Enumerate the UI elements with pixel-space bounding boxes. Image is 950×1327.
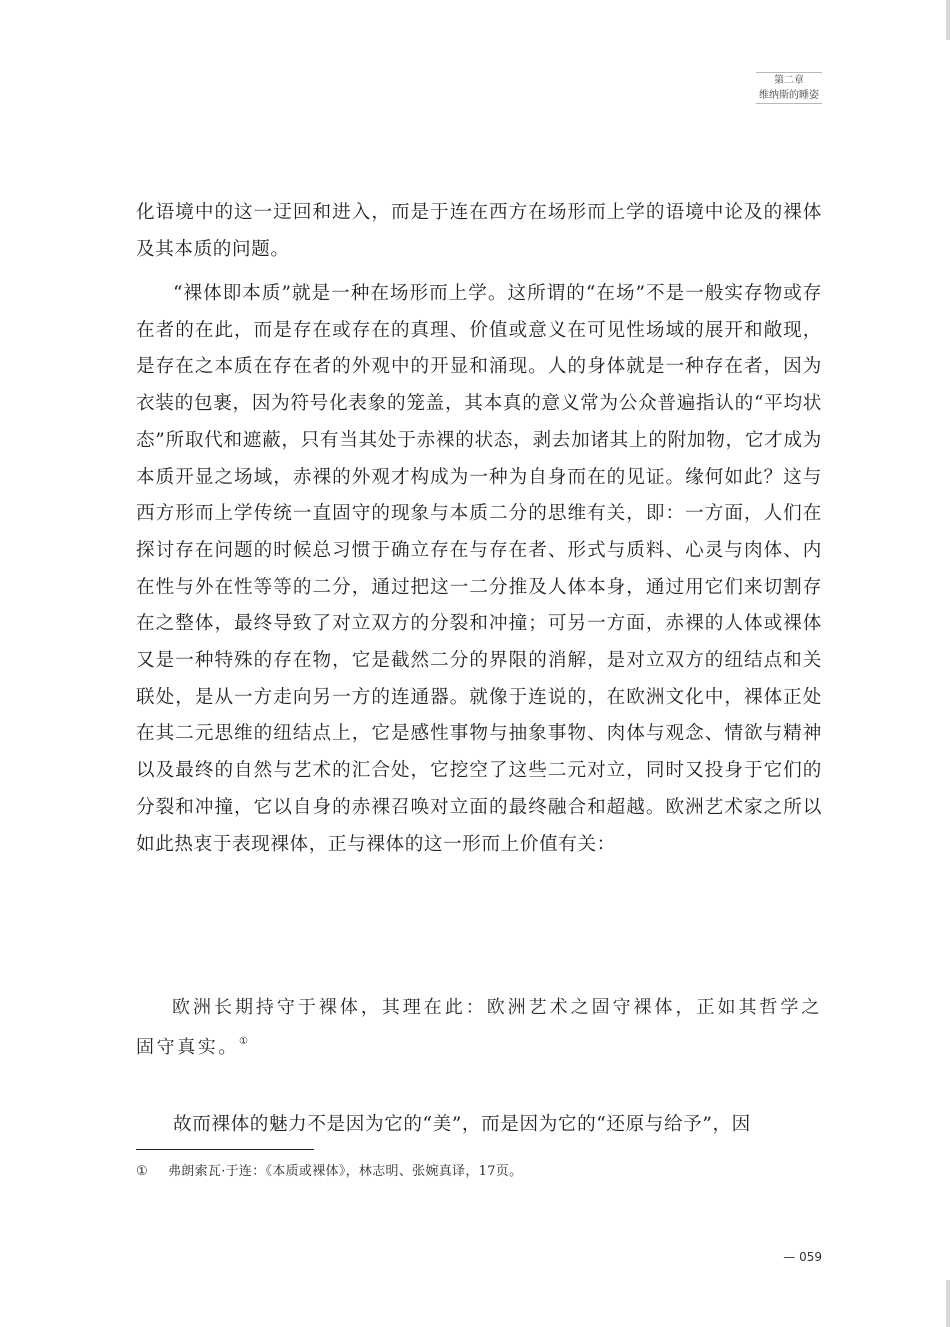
block-quote-text: 欧洲长期持守于裸体，其理在此：欧洲艺术之固守裸体，正如其哲学之固守真实。 (136, 997, 822, 1058)
header-bottom-rule (756, 103, 822, 104)
footnote-rule (136, 1149, 314, 1150)
page-edge-mark-top (946, 0, 950, 40)
footnote-mark: ① (136, 1164, 148, 1179)
chapter-label: 第二章 (774, 75, 804, 86)
footnote (136, 1159, 822, 1185)
page-number: — 059 (783, 1250, 822, 1264)
section-title: 维纳斯的睡姿 (759, 90, 819, 101)
footnote-text: 弗朗索瓦·于连：《本质或裸体》，林志明、张婉真译，17页。 (168, 1164, 523, 1179)
running-header (756, 72, 822, 104)
paragraph-next: 故而裸体的魅力不是因为它的“美”，而是因为它的“还原与给予”，因 (173, 1114, 751, 1135)
page-edge-mark-bottom (946, 1280, 950, 1327)
paragraph-continuation: 化语境中的这一迂回和进入，而是于连在西方在场形而上学的语境中论及的裸体及其本质的问题。 (136, 202, 822, 260)
block-quote (136, 988, 822, 1068)
paragraph-main: “裸体即本质”就是一种在场形而上学。这所谓的“在场”不是一般实存物或存在者的在此，而是存在或存在的真理、价值或意义在可见性场域的展开和敞现，是存在之本质在存在者的外观中的开显和涌现。人的身体就是一种存在者，因为衣装的包裹，因为符号化表象的笼盖，其本真的意义常为公众普遍指认的“平均状态”所取代和遮蔽，只有当其处于赤裸的状态，剥去加诸其上的附加物，它才成为本质开显之场域，赤裸的外观才构成为一种为自身而在的见证。缘何如此？这与西方形而上学传统一直固守的现象与本质二分的思维有关，即：一方面，人们在探讨存在问题的时候总习惯于确立存在与存在者、形式与质料、心灵与肉体、内在性与外在性等等的二分，通过把这一二分推及人体本身，通过用它们来切割存在之整体，最终导致了对立双方的分裂和冲撞；可另一方面，赤裸的人体或裸体又是一种特殊的存在物，它是截然二分的界限的消解，是对立双方的纽结点和关联处，是从一方走向另一方的连通器。就像于连说的，在欧洲文化中，裸体正处在其二元思维的纽结点上，它是感性事物与抽象事物、肉体与观念、情欲与精神以及最终的自然与艺术的汇合处，它挖空了这些二元对立，同时又投身于它们的分裂和冲撞，它以自身的赤裸召唤对立面的最终融合和超越。欧洲艺术家之所以如此热衷于表现裸体，正与裸体的这一形而上价值有关： (136, 283, 822, 855)
footnote-reference[interactable]: ① (239, 1036, 248, 1047)
